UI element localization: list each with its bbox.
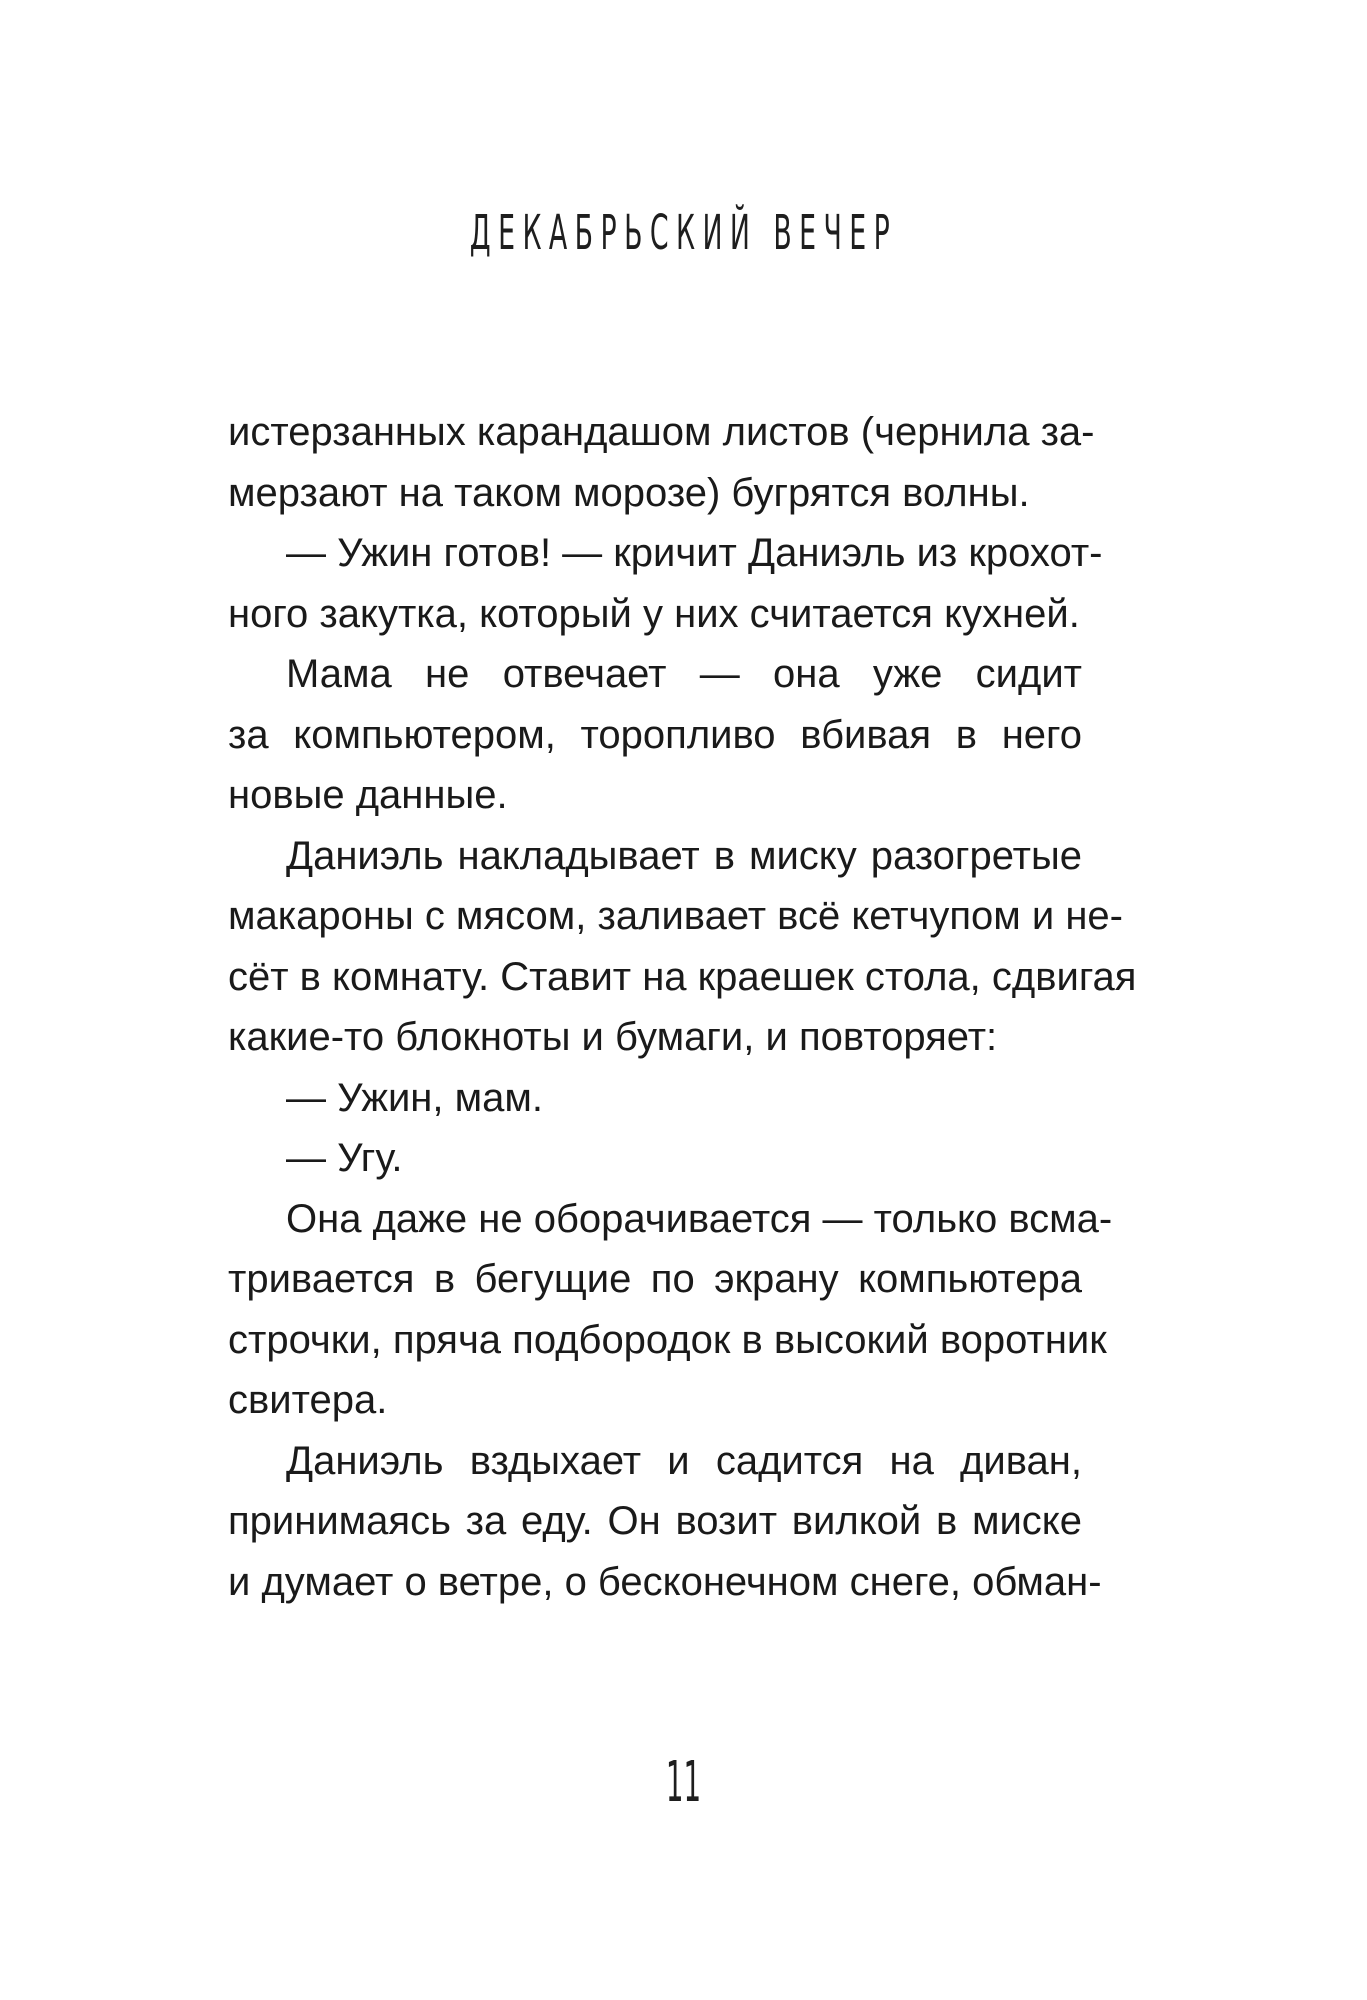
text-line: Она даже не оборачивается — только всма- — [286, 1196, 1113, 1241]
page-number: 11 — [665, 1750, 702, 1815]
running-head: ДЕКАБРЬСКИЙ ВЕЧЕР — [469, 205, 898, 261]
text-line: ного закутка, который у них считается кухней. — [228, 591, 1080, 636]
text-line: мерзают на таком морозе) бугрятся волны. — [228, 470, 1030, 515]
text-line: Мама не отвечает — она уже сидит — [286, 652, 1082, 696]
text-line: — Ужин готов! — кричит Даниэль из крохот- — [286, 531, 1103, 575]
text-line: свитера. — [228, 1378, 388, 1422]
text-line: истерзанных карандашом листов (чернила за- — [228, 410, 1095, 454]
text-line: Даниэль накладывает в миску разогретые — [286, 833, 1082, 878]
text-line: и думает о ветре, о бесконечном снеге, обман- — [228, 1559, 1102, 1604]
text-line: — Ужин, мам. — [286, 1075, 543, 1120]
text-line: тривается в бегущие по экрану компьютера — [228, 1257, 1082, 1301]
text-line: новые данные. — [228, 773, 508, 817]
text-line: — Угу. — [286, 1136, 403, 1180]
text-lines — [228, 402, 1137, 1612]
text-line: Даниэль вздыхает и садится на диван, — [286, 1438, 1082, 1483]
text-line: сёт в комнату. Ставит на краешек стола, сдвигая — [228, 954, 1137, 999]
text-line: какие-то блокноты и бумаги, и повторяет: — [228, 1015, 998, 1059]
text-line: за компьютером, торопливо вбивая в него — [228, 712, 1082, 757]
text-line: строчки, пряча подбородок в высокий воротник — [228, 1317, 1107, 1362]
text-line: принимаясь за еду. Он возит вилкой в миске — [228, 1499, 1082, 1543]
text-line: макароны с мясом, заливает всё кетчупом и не- — [228, 894, 1123, 938]
body-text — [228, 402, 1137, 1612]
